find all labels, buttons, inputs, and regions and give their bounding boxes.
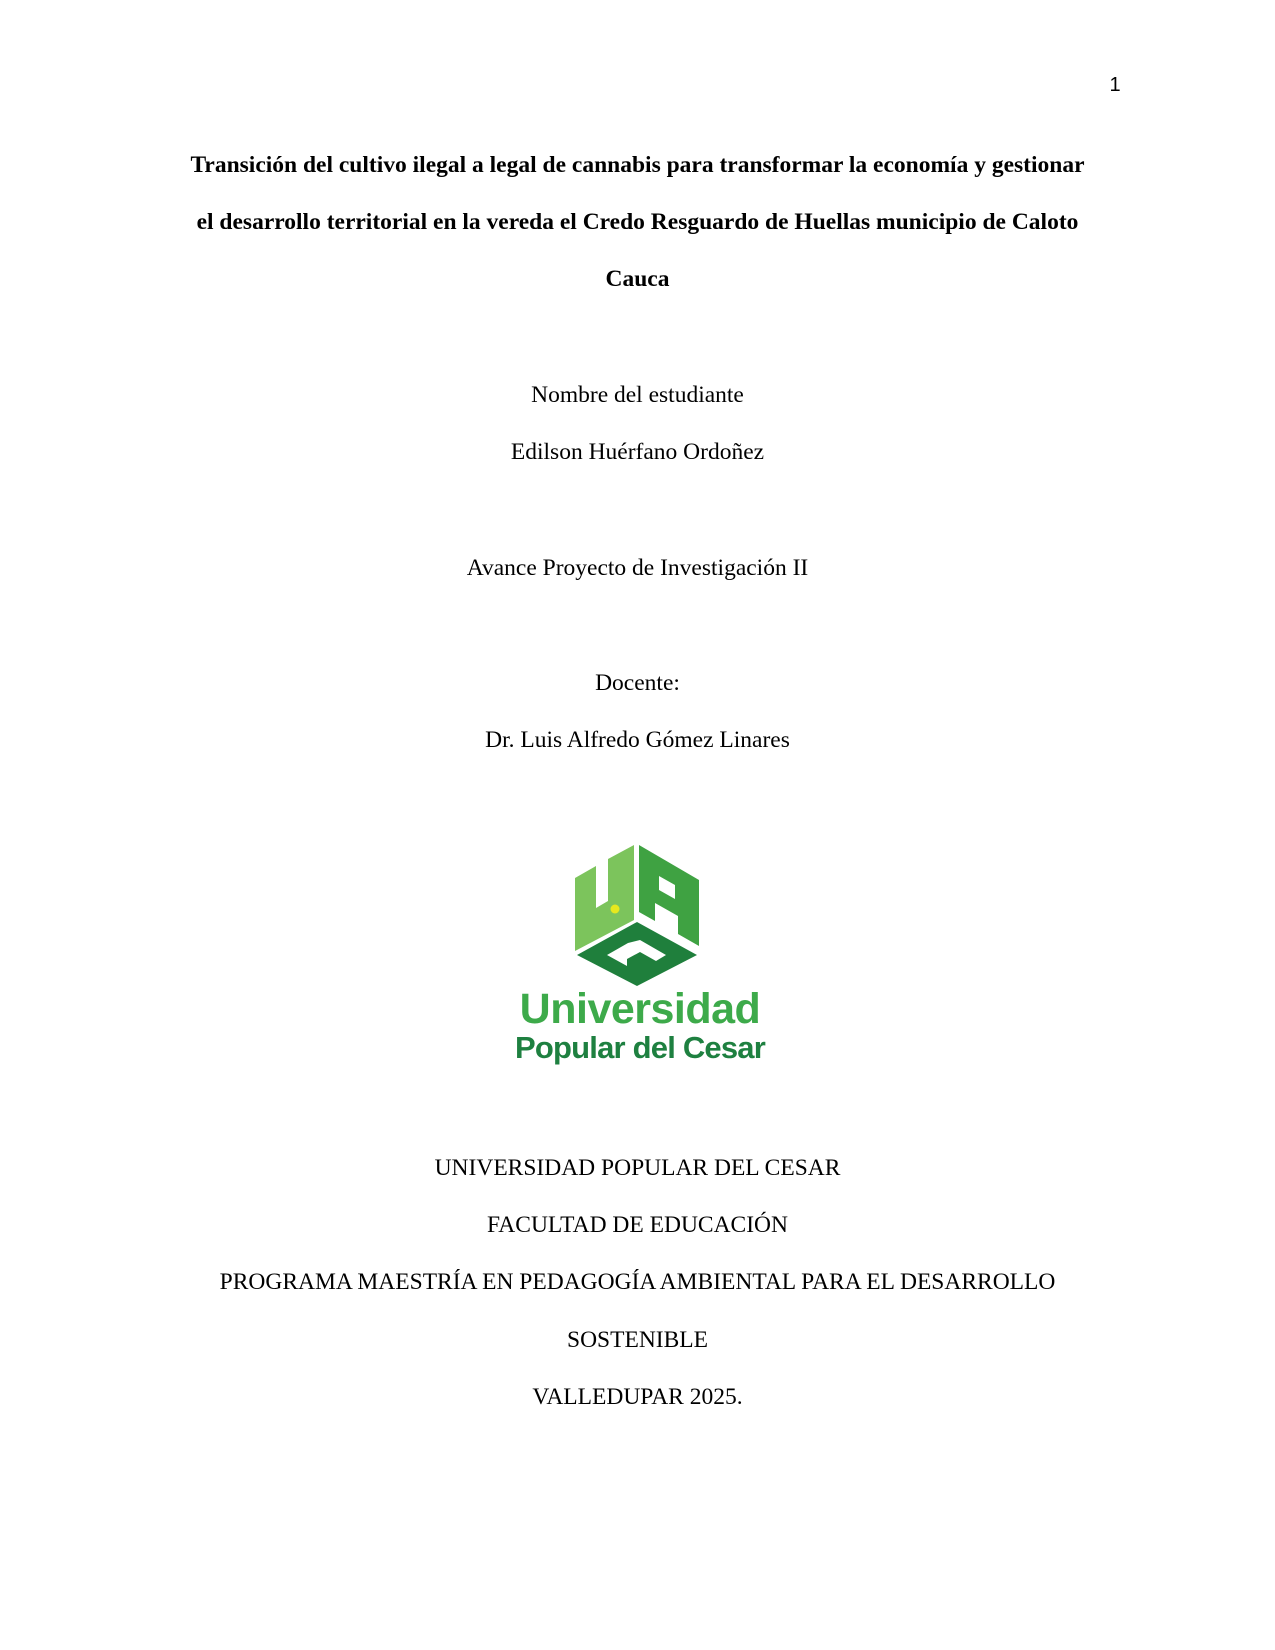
page-number: 1 xyxy=(1109,74,1121,96)
student-label: Nombre del estudiante xyxy=(531,382,744,408)
title-line-2: el desarrollo territorial en la vereda el Credo Resguardo de Huellas municipio de Caloto xyxy=(196,209,1079,235)
institution-program-cont: SOSTENIBLE xyxy=(567,1327,708,1353)
student-name: Edilson Huérfano Ordoñez xyxy=(510,439,765,465)
title-line-3: Cauca xyxy=(605,266,670,292)
title-line-1: Transición del cultivo ilegal a legal de cannabis para transformar la economía y gestionar xyxy=(190,152,1085,178)
institution-program: PROGRAMA MAESTRÍA EN PEDAGOGÍA AMBIENTAL PARA EL DESARROLLO xyxy=(219,1269,1056,1295)
logo-dot xyxy=(611,905,620,914)
teacher-label: Docente: xyxy=(595,670,680,696)
logo-wordmark-universidad: Universidad xyxy=(519,985,761,1033)
logo-wordmark-popular-del-cesar: Popular del Cesar xyxy=(515,1030,765,1065)
institution-faculty: FACULTAD DE EDUCACIÓN xyxy=(486,1212,788,1238)
institution-city-year: VALLEDUPAR 2025. xyxy=(532,1384,743,1410)
university-logo xyxy=(500,836,780,1072)
institution-university: UNIVERSIDAD POPULAR DEL CESAR xyxy=(434,1155,841,1181)
course-label: Avance Proyecto de Investigación II xyxy=(466,555,809,581)
teacher-name: Dr. Luis Alfredo Gómez Linares xyxy=(485,727,790,753)
upc-cube-logo-icon xyxy=(500,836,780,991)
